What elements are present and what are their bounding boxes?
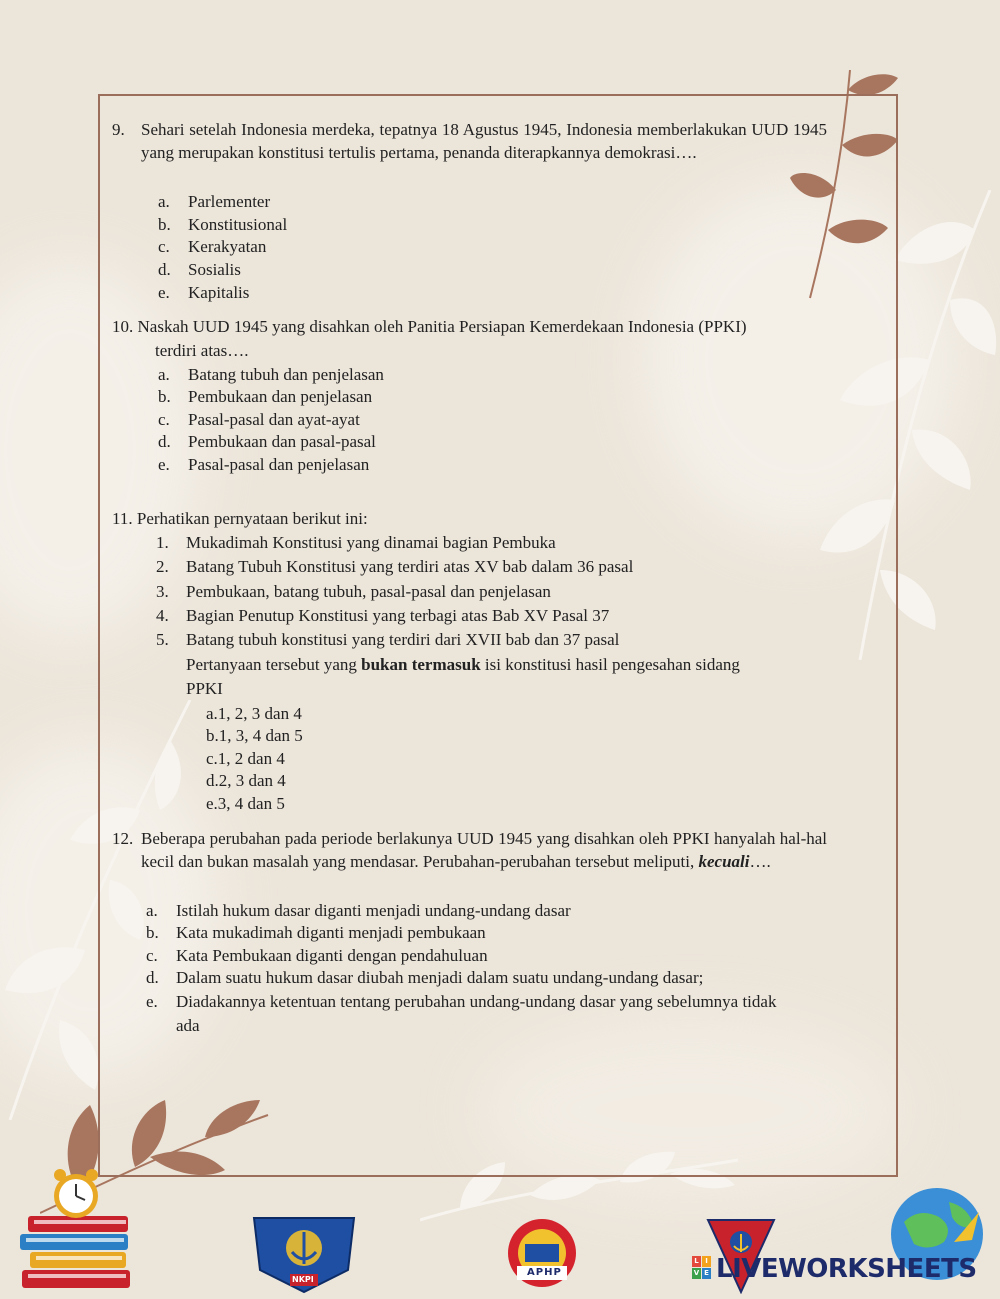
logo-caption: APHP	[527, 1267, 562, 1278]
option-text: Kapitalis	[188, 283, 250, 302]
question-number: 9.	[112, 120, 125, 139]
statement-item	[156, 604, 609, 627]
option-b	[146, 921, 486, 944]
prompt-bold-text: bukan termasuk	[361, 655, 481, 674]
statement-item	[156, 555, 633, 578]
option-letter: b.	[206, 726, 219, 745]
question-10-line2: terdiri atas….	[155, 341, 249, 360]
option-text: Kata mukadimah diganti menjadi pembukaan	[176, 923, 486, 942]
question-number: 11.	[112, 509, 133, 528]
option-a	[158, 363, 384, 386]
statement-item	[156, 580, 551, 603]
option-text: Dalam suatu hukum dasar diubah menjadi dalam suatu undang-undang dasar;	[176, 968, 704, 987]
question-stem	[141, 827, 827, 873]
option-letter: c.	[158, 237, 170, 256]
option-text: Pasal-pasal dan penjelasan	[188, 455, 370, 474]
statement-number: 5.	[156, 630, 169, 649]
nkpi-logo	[250, 1212, 358, 1294]
option-text: 2, 3 dan 4	[218, 771, 286, 790]
statement-text: Batang Tubuh Konstitusi yang terdiri atas XV bab dalam 36 pasal	[186, 557, 634, 576]
option-letter: a.	[158, 192, 170, 211]
option-c	[206, 747, 285, 770]
option-letter: c.	[146, 946, 158, 965]
option-text: Kata Pembukaan diganti dengan pendahuluan	[176, 946, 488, 965]
option-e	[146, 990, 776, 1013]
option-b	[158, 213, 287, 236]
option-text: Kerakyatan	[188, 237, 267, 256]
option-d	[158, 258, 241, 281]
option-d	[158, 430, 376, 453]
option-text: Batang tubuh dan penjelasan	[188, 365, 384, 384]
option-letter: e.	[146, 992, 158, 1011]
option-text: Parlementer	[188, 192, 271, 211]
option-letter: a.	[206, 704, 218, 723]
gear-icon	[503, 1214, 581, 1292]
option-a	[158, 190, 270, 213]
option-letter: a.	[158, 365, 170, 384]
option-d	[206, 769, 286, 792]
aphp-logo	[503, 1214, 581, 1292]
option-text: Diadakannya ketentuan tentang perubahan undang-undang dasar yang sebelumnya tidak	[176, 992, 777, 1011]
option-letter: a.	[146, 901, 158, 920]
option-letter: d.	[146, 968, 159, 987]
statement-item	[156, 628, 619, 651]
option-e-continuation	[146, 1014, 200, 1037]
option-b	[158, 385, 372, 408]
option-e	[158, 453, 369, 476]
question-stem: Naskah UUD 1945 yang disahkan oleh Panitia Persiapan Kemerdekaan Indonesia (PPKI)	[137, 317, 747, 336]
badge-letter: V	[693, 1269, 700, 1277]
question-10-line1	[112, 315, 747, 338]
statement-number: 4.	[156, 606, 169, 625]
option-text: Pembukaan dan pasal-pasal	[188, 432, 376, 451]
prompt-text: isi konstitusi hasil pengesahan sidang	[480, 655, 740, 674]
option-text: Sosialis	[188, 260, 241, 279]
question-11-prompt	[186, 653, 740, 676]
option-letter: e.	[158, 283, 170, 302]
option-e	[158, 281, 249, 304]
option-d	[146, 966, 703, 989]
question-stem: Sehari setelah Indonesia merdeka, tepatnya 18 Agustus 1945, Indonesia memberlakukan UUD 1945 yang merupakan konstitusi tertulis pertama, penanda diterapkannya demokrasi….	[141, 120, 827, 162]
statement-text: Mukadimah Konstitusi yang dinamai bagian Pembuka	[186, 533, 556, 552]
option-letter: c.	[158, 410, 170, 429]
option-text: ada	[176, 1016, 200, 1035]
question-11-stem	[112, 507, 368, 530]
prompt-text: Pertanyaan tersebut yang	[186, 655, 362, 674]
option-c	[158, 235, 266, 258]
option-e	[206, 792, 285, 815]
statement-item	[156, 531, 556, 554]
option-letter: e.	[206, 794, 218, 813]
option-letter: d.	[158, 260, 171, 279]
badge-letter: I	[702, 1256, 711, 1267]
option-text: 3, 4 dan 5	[217, 794, 285, 813]
option-letter: b.	[158, 387, 171, 406]
option-letter: b.	[146, 923, 159, 942]
question-number: 10.	[112, 317, 134, 336]
option-text: Istilah hukum dasar diganti menjadi undang-undang dasar	[176, 901, 571, 920]
badge-letter: L	[692, 1256, 701, 1267]
option-letter: d.	[206, 771, 219, 790]
option-text: 1, 2, 3 dan 4	[217, 704, 302, 723]
option-letter: b.	[158, 215, 171, 234]
option-a	[206, 702, 302, 725]
statement-text: Batang tubuh konstitusi yang terdiri dari XVII bab dan 37 pasal	[186, 630, 620, 649]
stem-text: ….	[749, 852, 771, 871]
books-and-clock-icon	[10, 1168, 135, 1294]
option-text: Pasal-pasal dan ayat-ayat	[188, 410, 360, 429]
option-text: Konstitusional	[188, 215, 288, 234]
statement-text: Bagian Penutup Konstitusi yang terbagi atas Bab XV Pasal 37	[186, 606, 610, 625]
option-letter: c.	[206, 749, 218, 768]
option-text: 1, 3, 4 dan 5	[218, 726, 303, 745]
option-b	[206, 724, 303, 747]
option-text: 1, 2 dan 4	[217, 749, 285, 768]
statement-number: 2.	[156, 557, 169, 576]
statement-text: Pembukaan, batang tubuh, pasal-pasal dan penjelasan	[186, 582, 551, 601]
option-c	[146, 944, 488, 967]
badge-letter: E	[702, 1268, 711, 1279]
option-text: Pembukaan dan penjelasan	[188, 387, 373, 406]
stem-text: Beberapa perubahan pada periode berlakunya UUD 1945 yang disahkan oleh PPKI hanyalah hal-hal kecil dan bukan masalah yang mendasar. Perubahan-perubahan tersebut meliputi,	[141, 829, 827, 871]
stem-emphasis: kecuali	[698, 852, 750, 871]
liveworksheets-badge	[692, 1256, 712, 1280]
question-11-prompt-line2: PPKI	[186, 679, 223, 698]
option-letter: d.	[158, 432, 171, 451]
logo-caption: NKPI	[292, 1275, 314, 1284]
option-letter: e.	[158, 455, 170, 474]
question-stem: Perhatikan pernyataan berikut ini:	[136, 509, 368, 528]
option-c	[158, 408, 360, 431]
statement-number: 3.	[156, 582, 169, 601]
liveworksheets-logo[interactable]: LIVEWORKSHEETS	[716, 1254, 977, 1284]
option-a	[146, 899, 571, 922]
question-number: 12.	[112, 829, 134, 848]
statement-number: 1.	[156, 533, 169, 552]
